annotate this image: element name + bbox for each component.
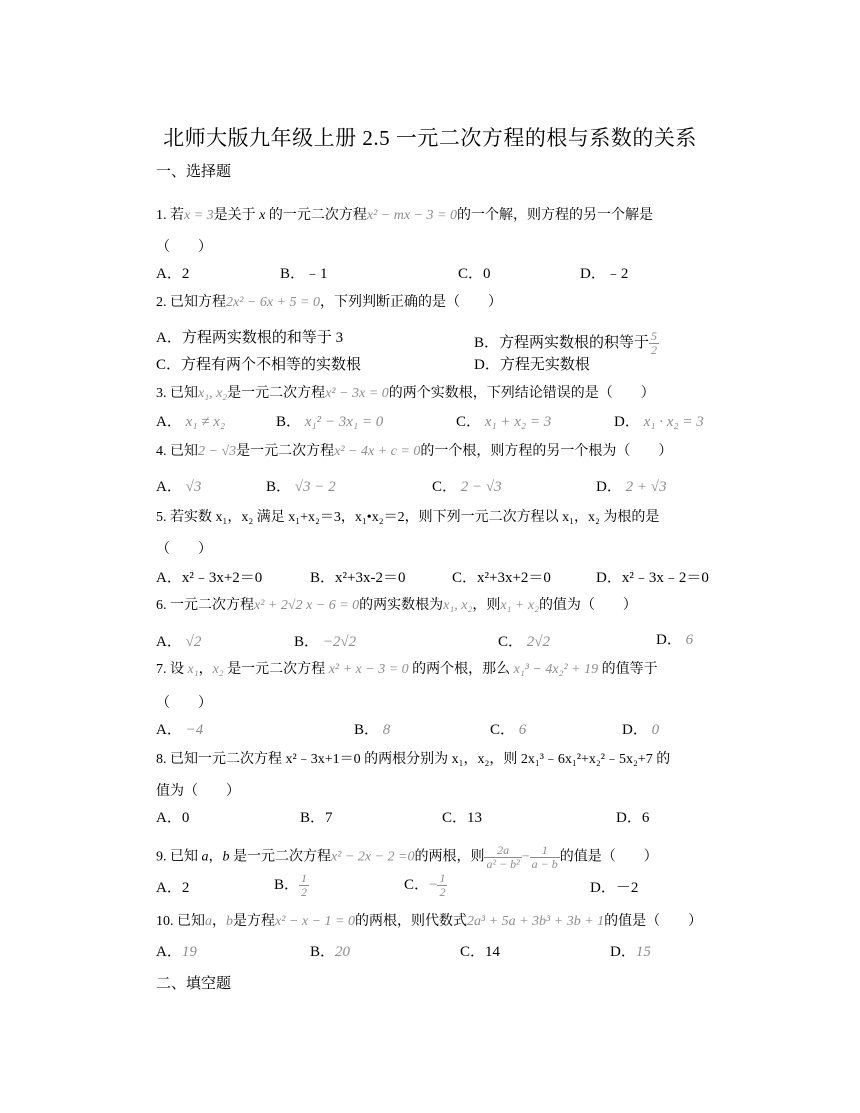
q9-minus: − <box>521 849 530 865</box>
q9-text-4: 的两根，则 <box>414 849 485 865</box>
q3-option-c <box>456 410 551 431</box>
q10-b-label: B． <box>310 944 336 960</box>
q4-text-3: 的一个根，则方程的另一个根为（ ） <box>420 444 673 459</box>
q8-option-a: A．0 <box>156 810 190 826</box>
q7-text: 7. 设 <box>156 662 188 677</box>
q10-d-math: 15 <box>635 944 651 960</box>
q2-text: 2. 已知方程 <box>156 295 226 310</box>
q7-d-label: D． <box>622 722 648 738</box>
q7-option-b <box>354 718 390 739</box>
q9-frac2-den: a − b <box>531 857 558 871</box>
q9-var-b: b <box>222 849 230 865</box>
q4-option-d <box>596 475 666 496</box>
q2-option-c: C．方程有两个不相等的实数根 <box>156 357 362 373</box>
q1-option-c: C．0 <box>458 266 491 282</box>
q9-c-den: 2 <box>439 885 446 899</box>
q6-c-label: C． <box>498 634 524 650</box>
q6-option-d <box>656 628 693 649</box>
question-1-stem <box>156 206 736 226</box>
q7-b-label: B． <box>354 722 380 738</box>
q6-option-b <box>294 630 356 651</box>
q7-option-c <box>490 718 526 739</box>
question-3-stem <box>156 384 736 404</box>
q10-c-label: C． <box>460 944 486 960</box>
q7-paren: （ ） <box>156 696 212 711</box>
q2-option-d: D．方程无实数根 <box>474 357 590 373</box>
q10-text-4: 的两根，则代数式 <box>354 914 467 929</box>
q7-text-2: ， <box>198 662 213 677</box>
q4-d-label: D． <box>596 479 622 495</box>
q7-a-label: A． <box>156 722 182 738</box>
q9-option-d: D．－2 <box>590 880 639 896</box>
q1-paren: （ ） <box>156 240 212 255</box>
q3-text-3: 的两个实数根，下列结论错误的是（ ） <box>388 386 655 401</box>
q2-frac-num: 5 <box>651 329 658 343</box>
q5-option-d: D．x²﹣3x﹣2＝0 <box>596 570 709 586</box>
q10-text-5: 的值是（ ） <box>604 914 703 929</box>
q10-b-math: 20 <box>335 944 351 960</box>
q5-option-a: A．x²﹣3x+2＝0 <box>156 570 263 586</box>
q7-d-math: 0 <box>651 722 660 738</box>
q6-text-4: 的值为（ ） <box>538 598 637 613</box>
q9-text-2: ， <box>208 849 223 865</box>
q3-math-2: x² − 3x = 0 <box>325 386 389 401</box>
page-title: 北师大版九年级上册 2.5 一元二次方程的根与系数的关系 <box>163 126 697 150</box>
q10-a-math: 19 <box>181 944 197 960</box>
q1-text: 1. 若 <box>156 208 184 223</box>
q1-var: x <box>259 208 266 223</box>
section-heading-choice: 一、选择题 <box>156 164 232 180</box>
q1-text-2: 是关于 <box>213 208 260 223</box>
q3-c-label: C． <box>456 414 482 430</box>
question-4-stem <box>156 442 736 462</box>
q6-math-3: x₁ + x₂ <box>500 598 539 613</box>
q7-text-4: 的两个根，那么 <box>408 662 514 677</box>
q3-option-a <box>156 410 225 431</box>
q4-text-2: 是一元二次方程 <box>236 444 335 459</box>
question-10-stem <box>156 912 776 932</box>
q3-a-label: A． <box>156 414 182 430</box>
q10-option-d <box>610 940 651 961</box>
q9-c-label: C． <box>404 876 430 893</box>
q4-a-math: √3 <box>185 479 202 495</box>
q10-math-4: 2a³ + 5a + 3b³ + 3b + 1 <box>466 914 605 929</box>
q2-option-a: A．方程两实数根的和等于 3 <box>156 330 344 346</box>
q1-math-2: x² − mx − 3 = 0 <box>366 208 457 223</box>
q9-text-3: 是一元二次方程 <box>229 849 331 865</box>
question-6-stem <box>156 596 736 616</box>
q7-math-1: x₁ <box>187 662 199 677</box>
q7-text-5: 的值等于 <box>598 662 658 677</box>
q9-c-fraction <box>437 872 447 899</box>
q9-b-fraction <box>299 872 309 899</box>
q4-option-b <box>266 475 336 496</box>
q10-option-b <box>310 940 350 961</box>
q3-text-2: 是一元二次方程 <box>227 386 326 401</box>
q2-text-2: ，下列判断正确的是（ ） <box>319 295 502 310</box>
question-9-stem <box>156 844 756 871</box>
q4-option-c <box>432 475 502 496</box>
q7-text-3: 是一元二次方程 <box>223 662 329 677</box>
q7-b-math: 8 <box>382 722 391 738</box>
q7-math-2: x₂ <box>212 662 224 677</box>
q10-c-math: 14 <box>485 944 501 960</box>
q6-option-c <box>498 630 550 651</box>
q2-frac-den: 2 <box>651 343 658 357</box>
q6-a-label: A． <box>156 634 182 650</box>
q7-option-d <box>622 718 659 739</box>
q9-b-label: B． <box>274 876 300 893</box>
q6-c-math: 2√2 <box>526 634 550 650</box>
q9-math-1: x² − 2x − 2 =0 <box>331 849 415 865</box>
q9-option-a: A．2 <box>156 880 190 896</box>
q4-math-2: x² − 4x + c = 0 <box>334 444 421 459</box>
q4-option-a <box>156 475 201 496</box>
q10-math-1: a <box>205 914 212 929</box>
q3-option-d <box>614 410 704 431</box>
q10-text: 10. 已知 <box>156 914 205 929</box>
q7-math-4: x₁³ − 4x₂² + 19 <box>513 662 599 677</box>
q3-c-math: x₁ + x₂ = 3 <box>484 414 552 430</box>
q1-option-a: A．2 <box>156 266 190 282</box>
q4-c-math: 2 − √3 <box>460 479 502 495</box>
q10-a-label: A． <box>156 944 182 960</box>
q6-b-label: B． <box>294 634 320 650</box>
q6-a-math: √2 <box>185 634 202 650</box>
q10-d-label: D． <box>610 944 636 960</box>
q5-paren: （ ） <box>156 542 212 557</box>
q6-text: 6. 一元二次方程 <box>156 598 254 613</box>
q3-b-label: B． <box>276 414 302 430</box>
question-8-stem: 8. 已知一元二次方程 x²﹣3x+1＝0 的两根分别为 x₁，x₂，则 2x₁³﹣6x₁²+x₂²﹣5x₂+7 的 <box>156 752 671 767</box>
q9-option-c: C．− $\frac{1}{2}$ <box>404 871 446 899</box>
q6-d-label: D． <box>656 632 682 648</box>
q9-option-b <box>274 872 309 899</box>
q7-option-a <box>156 718 203 739</box>
q3-d-label: D． <box>614 414 640 430</box>
q7-c-label: C． <box>490 722 516 738</box>
q3-math-1: x₁, x₂ <box>198 386 228 401</box>
question-7-stem <box>156 660 736 680</box>
q7-a-math: −4 <box>185 722 204 738</box>
q6-text-3: ，则 <box>472 598 501 613</box>
q6-math-1: x² + 2√2 x − 6 = 0 <box>254 598 360 613</box>
q10-text-2: ， <box>212 914 226 929</box>
q8-paren: 值为（ ） <box>156 784 240 799</box>
q2-fraction <box>649 330 659 357</box>
q3-option-b <box>276 410 383 431</box>
q8-option-d: D．6 <box>616 810 650 826</box>
q1-option-d: D．﹣2 <box>580 266 629 282</box>
q9-fraction-1 <box>484 844 521 871</box>
q6-text-2: 的两实数根为 <box>359 598 444 613</box>
q3-text: 3. 已知 <box>156 386 198 401</box>
q10-option-c <box>460 940 500 961</box>
q6-option-a <box>156 630 201 651</box>
q3-d-math: x₁ · x₂ = 3 <box>643 414 704 430</box>
question-2-stem <box>156 293 736 313</box>
q9-frac1-num: 2a <box>484 844 521 858</box>
q10-text-3: 是方程 <box>233 914 275 929</box>
q1-text-4: 的一个解，则方程的另一个解是 <box>456 208 653 223</box>
q9-b-num: 1 <box>301 871 308 885</box>
q4-b-label: B． <box>266 479 292 495</box>
q4-math-1: 2 − √3 <box>198 444 237 459</box>
q2-option-b-text: B．方程两实数根的积等于 <box>474 334 650 351</box>
q7-c-math: 6 <box>518 722 527 738</box>
q1-option-b: B．﹣1 <box>280 266 328 282</box>
q9-b-den: 2 <box>301 885 308 899</box>
q2-math-1: 2x² − 6x + 5 = 0 <box>226 295 320 310</box>
q4-b-math: √3 − 2 <box>294 479 336 495</box>
q7-math-3: x² + x − 3 = 0 <box>328 662 409 677</box>
question-5-stem: 5. 若实数 x₁，x₂ 满足 x₁+x₂＝3，x₁•x₂＝2，则下列一元二次方程以 x₁，x₂ 为根的是 <box>156 510 660 525</box>
q10-option-a <box>156 940 197 961</box>
q3-a-math: x₁ ≠ x₂ <box>185 414 226 430</box>
q4-text: 4. 已知 <box>156 444 198 459</box>
q1-text-3: 的一元二次方程 <box>265 208 367 223</box>
q3-b-math: x₁² − 3x₁ = 0 <box>304 414 384 430</box>
q9-text: 9. 已知 <box>156 849 202 865</box>
q6-math-2: x₁, x₂ <box>443 598 473 613</box>
q1-math-1: x = 3 <box>184 208 214 223</box>
q9-fraction-2 <box>530 844 560 871</box>
q9-c-num: 1 <box>439 871 446 885</box>
q8-option-b: B．7 <box>300 810 333 826</box>
q10-math-3: x² − x − 1 = 0 <box>275 914 355 929</box>
q10-math-2: b <box>226 914 233 929</box>
q9-text-5: 的值是（ ） <box>559 849 658 865</box>
q5-option-c: C．x²+3x+2＝0 <box>452 570 551 586</box>
q9-frac2-num: 1 <box>530 844 560 858</box>
q4-a-label: A． <box>156 479 182 495</box>
q8-option-c: C．13 <box>442 810 483 826</box>
q6-b-math: −2√2 <box>322 634 357 650</box>
q9-frac1-den: a² − b² <box>486 857 520 871</box>
q4-d-math: 2 + √3 <box>625 479 667 495</box>
q5-option-b: B．x²+3x-2＝0 <box>310 570 406 586</box>
section-heading-fill: 二、填空题 <box>156 976 232 992</box>
q9-var-a: a <box>201 849 209 865</box>
q6-d-math: 6 <box>685 632 694 648</box>
q4-c-label: C． <box>432 479 458 495</box>
